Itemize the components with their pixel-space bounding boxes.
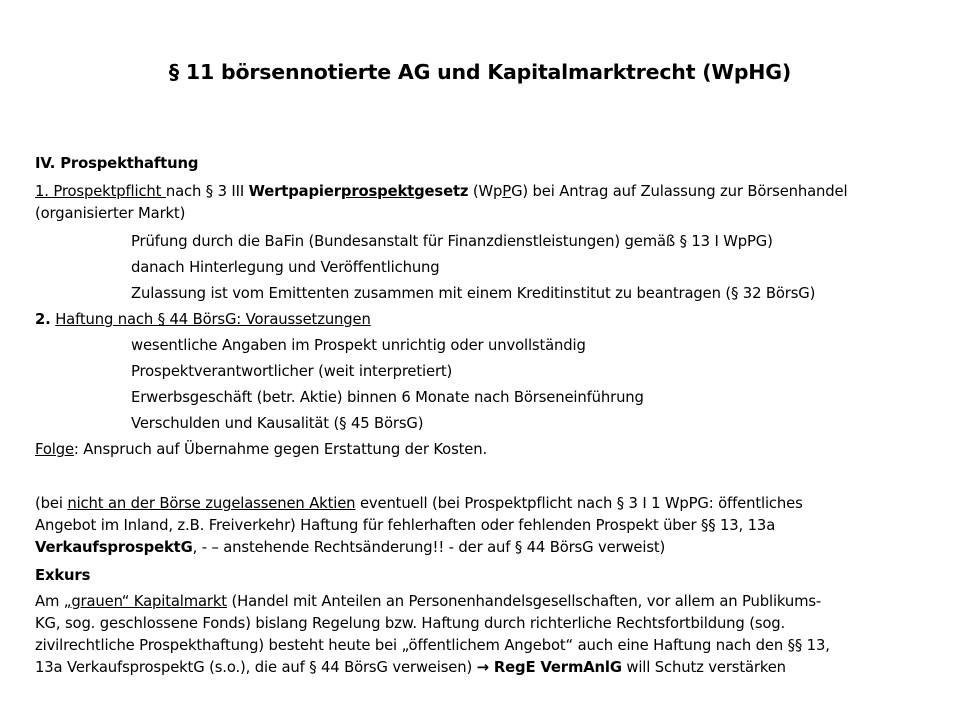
text: (Wp	[468, 183, 503, 200]
indent-item: danach Hinterlegung und Veröffentlichung	[131, 259, 440, 276]
law-name: RegE VermAnlG	[488, 659, 622, 676]
text: will Schutz verstärken	[621, 659, 786, 676]
exkurs-line-4	[35, 659, 786, 677]
parenthetical-line-2: Angebot im Inland, z.B. Freiverkehr) Haftung für fehlerhaften oder fehlenden Prospekt über §§ 13, 13a	[35, 517, 776, 534]
text: (Handel mit Anteilen an Personenhandelsgesellschaften, vor allem an Publikums-	[226, 593, 822, 610]
text: 13a VerkaufsprospektG (s.o.), die auf § 44 BörsG verweisen)	[35, 659, 477, 676]
text: (bei	[35, 495, 68, 512]
law-name: VerkaufsprospektG	[35, 539, 193, 556]
indent-item: Zulassung ist vom Emittenten zusammen mit einem Kreditinstitut zu beantragen (§ 32 BörsG)	[131, 285, 816, 302]
exkurs-heading: Exkurs	[35, 567, 91, 584]
paragraph-prospektpflicht-line-2: (organisierter Markt)	[35, 205, 186, 222]
folge-label: Folge	[35, 441, 74, 458]
underlined-text: „grauen“ Kapitalmarkt	[63, 593, 227, 610]
indent-item: Prüfung durch die BaFin (Bundesanstalt für Finanzdienstleistungen) gemäß § 13 I WpPG)	[131, 233, 773, 250]
text: : Anspruch auf Übernahme gegen Erstattung der Kosten.	[73, 441, 488, 458]
parenthetical-line-1	[35, 495, 803, 513]
slide-title: § 11 börsennotierte AG und Kapitalmarktrecht (WpHG)	[168, 60, 792, 84]
folge-line	[35, 441, 487, 459]
prospektpflicht-label: 1. Prospektpflicht	[35, 183, 166, 200]
law-name-part: gesetz	[414, 183, 469, 200]
indent-item: Verschulden und Kausalität (§ 45 BörsG)	[131, 415, 424, 432]
arrow-right-icon: →	[476, 659, 489, 676]
text: nach § 3 III	[165, 183, 249, 200]
haftung-number: 2.	[35, 311, 51, 328]
indent-item: wesentliche Angaben im Prospekt unrichtig oder unvollständig	[131, 337, 586, 354]
law-name-part: prospekt	[340, 183, 415, 200]
underlined-text: nicht an der Börse zugelassenen Aktien	[67, 495, 356, 512]
paragraph-haftung-heading	[35, 311, 371, 329]
text: , - – anstehende Rechtsänderung!! - der auf § 44 BörsG verweist)	[192, 539, 666, 556]
indent-item: Erwerbsgeschäft (betr. Aktie) binnen 6 Monate nach Börseneinführung	[131, 389, 644, 406]
exkurs-line-3: zivilrechtliche Prospekthaftung) besteht heute bei „öffentlichem Angebot“ auch eine Haftung nach den §§ 13,	[35, 637, 830, 654]
text: Am	[35, 593, 64, 610]
parenthetical-line-3	[35, 539, 665, 557]
paragraph-prospektpflicht-line-1	[35, 183, 847, 201]
exkurs-line-2: KG, sog. geschlossene Fonds) bislang Regelung bzw. Haftung durch richterliche Rechtsfortbildung (sog.	[35, 615, 786, 632]
text: P	[502, 183, 512, 200]
text: eventuell (bei Prospektpflicht nach § 3 I 1 WpPG: öffentliches	[355, 495, 803, 512]
exkurs-line-1	[35, 593, 821, 611]
section-heading: IV. Prospekthaftung	[35, 155, 199, 172]
haftung-label: Haftung nach § 44 BörsG: Voraussetzungen	[55, 311, 371, 328]
text: G) bei Antrag auf Zulassung zur Börsenhandel	[511, 183, 848, 200]
law-name-part: Wertpapier	[248, 183, 341, 200]
indent-item: Prospektverantwortlicher (weit interpretiert)	[131, 363, 453, 380]
